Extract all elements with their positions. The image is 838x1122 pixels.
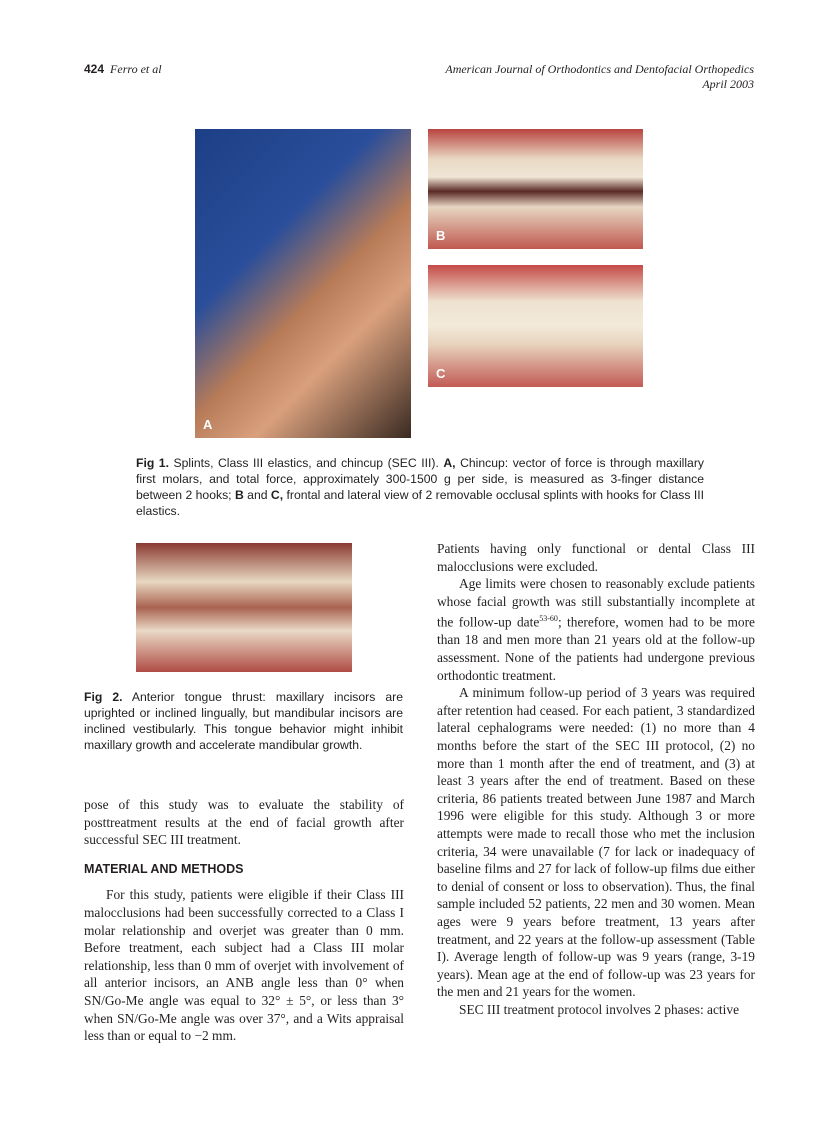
paragraph: Patients having only functional or dental Class III malocclusions were excluded. xyxy=(437,541,755,574)
caption-text: frontal and lateral view of 2 removable occlusal splints with hooks for Class III elastics. xyxy=(136,488,704,518)
panel-label-b: B xyxy=(436,228,446,243)
caption-panel-ref: C, xyxy=(270,488,284,502)
header-right xyxy=(445,62,754,92)
citation: 53-60 xyxy=(539,614,558,624)
figure-2-label: Fig 2. xyxy=(84,690,123,704)
figure-1c-photo xyxy=(428,265,643,387)
authors: Ferro et al xyxy=(110,62,162,76)
paragraph xyxy=(437,575,755,684)
text: Age limits were chosen to reasonably exclude patients whose facial growth was still substantially incomplete at the follow-up date xyxy=(437,576,755,630)
caption-panel-ref: A, xyxy=(443,456,456,470)
figure-1a-photo xyxy=(195,129,411,438)
caption-panel-ref: B xyxy=(234,488,244,502)
left-column xyxy=(84,796,404,1045)
figure-2-caption xyxy=(84,689,403,753)
figure-2-photo xyxy=(136,543,352,672)
section-heading: MATERIAL AND METHODS xyxy=(84,861,244,876)
paragraph: A minimum follow-up period of 3 years was required after retention had ceased. For each patient, 3 standardized lateral cephalograms were needed: (1) no more than 4 months before the start of the SEC III protocol, (2) no more than 1 month after the end of treatment, and (3) at least 3 years after the end of treatment. Based on these criteria, 86 patients treated between June 1987 and March 1996 were eligible for this study. Although 3 or more attempts were made to recall those who met the inclusion criteria, 34 were unavailable (7 for lack or inadequacy of baseline films and 27 for lack of follow-up films due either to denial of consent or loss to observation). Thus, the final sample included 52 patients, 22 men and 30 women. Mean ages were 9 years before treatment, 13 years after treatment, and 22 years at the follow-up assessment (Table I). Average length of follow-up was 9 years (range, 3-19 years). Mean age at the end of follow-up was 23 years for the men and 21 years for the women. xyxy=(437,685,755,1000)
figure-1-label: Fig 1. xyxy=(136,456,169,470)
paragraph: pose of this study was to evaluate the stability of posttreatment results at the end of facial growth after successful SEC III treatment. xyxy=(84,797,404,848)
journal-title: American Journal of Orthodontics and Dentofacial Orthopedics xyxy=(445,62,754,76)
panel-label-a: A xyxy=(203,417,213,432)
figure-1-caption xyxy=(136,455,704,519)
figure-1b-photo xyxy=(428,129,643,249)
paragraph: SEC III treatment protocol involves 2 phases: active xyxy=(459,1001,740,1017)
paragraph: For this study, patients were eligible if their Class III malocclusions had been successfully corrected to a Class I molar relationship and overjet was greater than 0 mm. Before treatment, each subject had a Class III molar relationship, less than 0 mm of overjet with involvement of all anterior incisors, an ANB angle less than 0° when SN/Go-Me angle was equal to 32° ± 5°, or less than 3° when SN/Go-Me angle was over 37°, and a Wits appraisal less than or equal to −2 mm. xyxy=(84,887,404,1044)
panel-label-c: C xyxy=(436,366,446,381)
caption-text: Anterior tongue thrust: maxillary incisors are uprighted or inclined lingually, but mandibular incisors are inclined vestibularly. This tongue behavior might inhibit maxillary growth and accelerate mandibular growth. xyxy=(84,690,403,752)
issue-date: April 2003 xyxy=(702,77,754,91)
right-column xyxy=(437,540,755,1019)
text: ; therefore, women had to be more than 18 and men more than 21 years old at the follow-up assessment. None of the patients had undergone previous orthodontic treatment. xyxy=(437,614,756,683)
caption-text: Chincup: vector of force is through maxillary first molars, and total force, approximately 300-1500 g per side, is measured as 3-finger distance between 2 hooks; xyxy=(136,456,704,502)
header-left xyxy=(84,62,162,77)
page-number: 424 xyxy=(84,62,105,76)
caption-text: Splints, Class III elastics, and chincup (SEC III). xyxy=(168,456,444,470)
caption-text: and xyxy=(243,488,271,502)
